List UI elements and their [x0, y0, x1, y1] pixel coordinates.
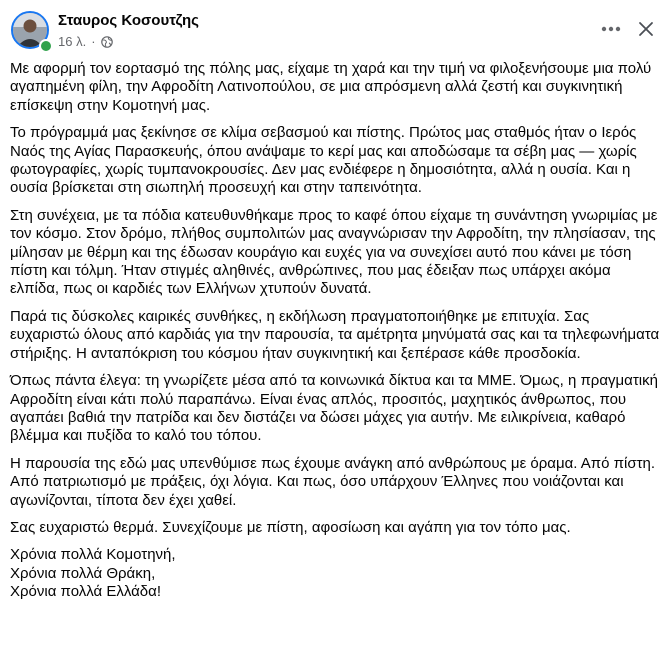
more-horizontal-icon — [601, 26, 621, 32]
closing-line: Χρόνια πολλά Κομοτηνή, — [10, 546, 176, 564]
close-icon — [638, 21, 654, 37]
meta-separator: · — [91, 34, 96, 49]
post-meta — [58, 34, 113, 49]
closing-line: Χρόνια πολλά Ελλάδα! — [10, 583, 161, 601]
post-text — [10, 60, 662, 602]
post-paragraph: Με αφορμή τον εορτασμό της πόλης μας, είχαμε τη χαρά και την τιμή να φιλοξενήσουμε μια πολύ αγαπημένη φίλη, την Αφροδίτη Λατινοπούλου, σε μια απρόσμενη αλλά ζεστή και συγκινητική επίσκεψη στην Κομοτηνή μας. — [10, 60, 652, 114]
post-paragraph: Παρά τις δύσκολες καιρικές συνθήκες, η εκδήλωση πραγματοποιήθηκε με επιτυχία. Σας ευχαριστώ όλους από καρδιάς για την παρουσία, τα αμέτρητα μηνύματά σας και τα τηλεφωνήματα στήριξης. Η ανταπόκριση του κόσμου ήταν συγκινητική και ξεπέρασε κάθε προσδοκία. — [10, 307, 660, 362]
avatar[interactable] — [11, 11, 49, 49]
post-paragraph: Το πρόγραμμά μας ξεκίνησε σε κλίμα σεβασμού και πίστης. Πρώτος μας σταθμός ήταν ο Ιερός Ναός της Αγίας Παρασκευής, όπου ανάψαμε το κερί μας και αποδώσαμε τα σέβη μας — χωρίς φωτογραφίες, χωρίς τυμπανοκρουσίες. Δεν μας ενδιέφερε η δημοσιότητα, αλλά η ουσία. Και η ουσία βρίσκεται στη σιωπηλή προσευχή και στην ταπεινότητα. — [10, 124, 637, 197]
closing-lines — [10, 546, 662, 601]
more-options-button[interactable] — [598, 16, 624, 42]
online-status-dot — [39, 39, 53, 53]
post-time[interactable]: 16 λ. — [58, 34, 87, 49]
post-paragraph: Η παρουσία της εδώ μας υπενθύμισε πως έχουμε ανάγκη από ανθρώπους με όραμα. Από πίστη. Από πατριωτισμό με πράξεις, όχι λόγια. Και πως, όσο υπάρχουν Έλληνες που νοιάζονται και αγωνίζονται, τίποτα δεν έχει χαθεί. — [10, 454, 656, 509]
globe-icon[interactable] — [101, 36, 113, 48]
post-paragraph: Όπως πάντα έλεγα: τη γνωρίζετε μέσα από τα κοινωνικά δίκτυα και τα ΜΜΕ. Όμως, η πραγματική Αφροδίτη είναι κάτι πολύ παραπάνω. Είναι ένας απλός, προσιτός, μαχητικός άνθρωπος, που αγαπάει βαθιά την πατρίδα και δεν διστάζει να δώσει μάχες για αυτήν. Με ειλικρίνεια, καθαρό βλέμμα και πυξίδα το καλό του τόπου. — [10, 372, 658, 445]
post-paragraph: Στη συνέχεια, με τα πόδια κατευθυνθήκαμε προς το καφέ όπου είχαμε τη συνάντηση γνωριμίας με τον κόσμο. Στον δρόμο, πλήθος συμπολιτών μας αναγνώρισαν την Αφροδίτη, την πλησίασαν, της μίλησαν με θέρμη και της έδωσαν κουράγιο και ευχές για να συνεχίσει αυτό που κάνει με τόση πίστη και τόλμη. Ήταν στιγμές αληθινές, ανθρώπινες, που μας έδειξαν πως υπάρχει ακόμα ελπίδα, πως οι καρδιές των Ελλήνων χτυπούν δυνατά. — [10, 206, 658, 298]
post-header — [0, 0, 670, 60]
closing-line: Χρόνια πολλά Θράκη, — [10, 564, 156, 582]
post-paragraph: Σας ευχαριστώ θερμά. Συνεχίζουμε με πίστη, αφοσίωση και αγάπη για τον τόπο μας. — [10, 518, 571, 536]
close-button[interactable] — [633, 16, 659, 42]
author-name[interactable]: Σταυρος Κοσουτζης — [58, 12, 199, 29]
